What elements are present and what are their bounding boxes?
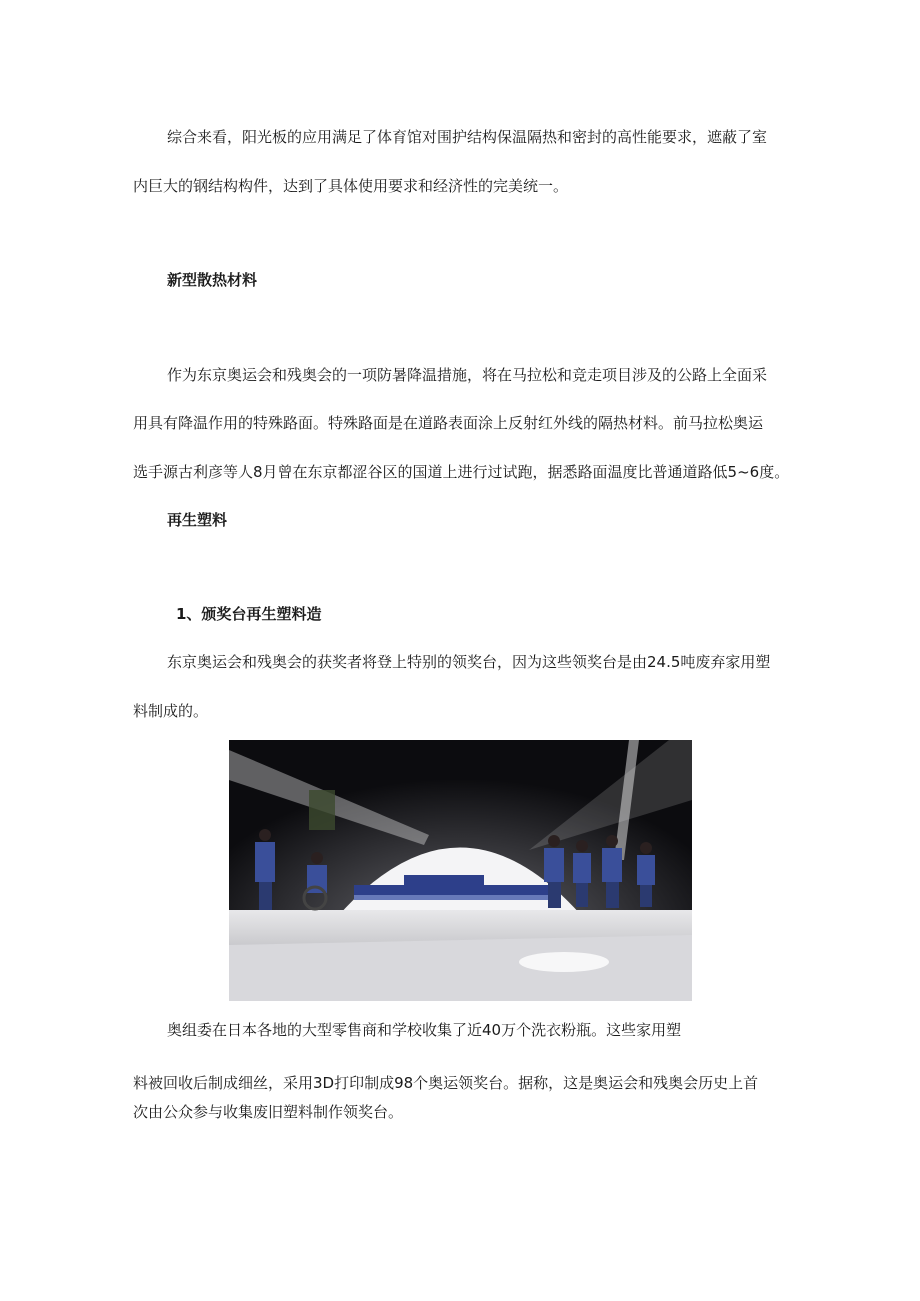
para4-line2: 料被回收后制成细丝，采用3D打印制成98个奥运领奖台。据称，这是奥运会和残奥会历史上首 (133, 1074, 759, 1092)
subheading-podium: 1、颁奖台再生塑料造 (176, 605, 322, 623)
podium-photo (229, 740, 692, 1001)
para1-line2: 内巨大的钢结构构件，达到了具体使用要求和经济性的完美统一。 (133, 177, 569, 195)
para2-line3: 选手源古利彦等人8月曾在东京都涩谷区的国道上进行过试跑，据悉路面温度比普通道路低5~6度。 (133, 463, 790, 481)
para4-line1: 奥组委在日本各地的大型零售商和学校收集了近40万个洗衣粉瓶。这些家用塑 (167, 1021, 682, 1039)
para3-line2: 料制成的。 (133, 702, 209, 720)
para4-line3: 次由公众参与收集废旧塑料制作领奖台。 (133, 1103, 404, 1121)
para1-line1: 综合来看，阳光板的应用满足了体育馆对围护结构保温隔热和密封的高性能要求，遮蔽了室 (167, 128, 768, 146)
para3-line1: 东京奥运会和残奥会的获奖者将登上特别的领奖台，因为这些领奖台是由24.5吨废弃家用塑 (167, 653, 771, 671)
para2-line2: 用具有降温作用的特殊路面。特殊路面是在道路表面涂上反射红外线的隔热材料。前马拉松奥运 (133, 414, 764, 432)
para2-line1: 作为东京奥运会和残奥会的一项防暑降温措施，将在马拉松和竞走项目涉及的公路上全面采 (167, 366, 768, 384)
section-heading-recycled: 再生塑料 (167, 511, 228, 529)
section-heading-cooling: 新型散热材料 (167, 271, 258, 289)
